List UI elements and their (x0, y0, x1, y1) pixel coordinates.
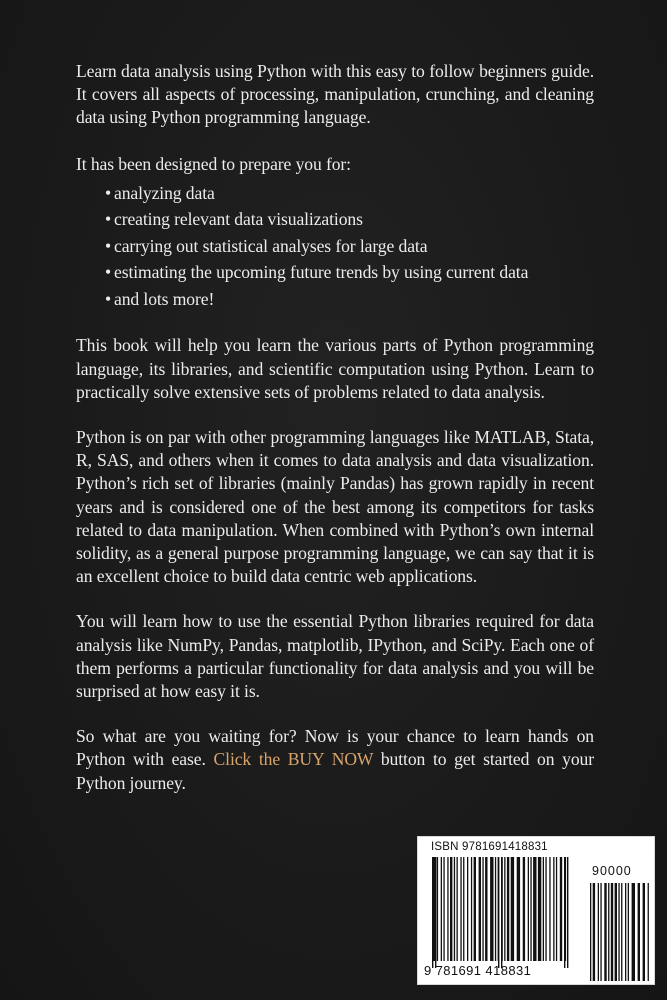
barcode-bar (628, 883, 629, 981)
barcode-bar (545, 857, 546, 961)
barcode-bar (528, 857, 529, 961)
libraries-paragraph: You will learn how to use the essential Python libraries required for data analysis like NumPy, Pandas, matplotlib, IPython, and SciPy. Each one of them performs a particular functionality for data analysis and you will be surprised at how easy it is. (76, 611, 594, 701)
barcode-bar (538, 857, 541, 961)
barcode-bar (437, 857, 438, 961)
barcode-bar (549, 857, 550, 961)
barcode-bar (485, 857, 487, 961)
barcode-guard-bar (501, 857, 502, 968)
barcode-bar (447, 857, 448, 961)
intro-paragraph: Learn data analysis using Python with this easy to follow beginners guide. It covers all aspects of processing, manipulation, crunching, and cleaning data using Python programming language. (76, 61, 594, 128)
barcode-bar (625, 883, 626, 981)
barcode-bar (467, 857, 468, 961)
barcode-bar (590, 883, 591, 981)
barcode-bar (482, 857, 483, 961)
barcode-bar (504, 857, 505, 961)
barcode-bar (454, 857, 455, 961)
barcode-bar (608, 883, 609, 981)
barcode-guard-bar (564, 857, 565, 968)
barcode-bar (490, 857, 493, 961)
barcode-bar (632, 883, 635, 981)
barcode-bar (523, 857, 525, 961)
list-item: • creating relevant data visualizations (105, 206, 594, 233)
barcode-guard-bar (432, 857, 433, 968)
price-code: 90000 (592, 864, 632, 878)
barcode-bar (450, 857, 452, 961)
barcode-bar (543, 857, 544, 961)
blurb-text (76, 60, 594, 795)
barcode-bar (593, 883, 595, 981)
barcode-bar (643, 883, 645, 981)
barcode-bar (615, 883, 617, 981)
barcode-bar (560, 857, 562, 961)
barcode-bar (443, 857, 444, 961)
designed-for-heading: It has been designed to prepare you for: (76, 153, 351, 174)
barcode-guard-bar (567, 857, 568, 968)
barcode-bar (556, 857, 557, 961)
barcode-bar (471, 857, 472, 961)
barcode-bar (463, 857, 464, 961)
feature-list (105, 180, 594, 313)
barcode-bar (648, 883, 649, 981)
isbn-label: ISBN 9781691418831 (431, 841, 548, 853)
barcode-bar (621, 883, 622, 981)
barcode-bar (533, 857, 536, 961)
closing-text: So what are you waiting for? Now is your chance to learn hands on Python with ease. (76, 726, 594, 770)
closing-text-end: button to get started on your Python journey. (76, 749, 594, 793)
barcode-bar (457, 857, 458, 961)
comparison-paragraph: Python is on par with other programming languages like MATLAB, Stata, R, SAS, and others when it comes to data analysis and data visualization. Python’s rich set of libraries (mainly Pandas) has grown rapidly in recent years and is considered one of the best among its competitors for tasks related to data manipulation. When combined with Python’s own internal solidity, as a general purpose programming language, we can say that it is an excellent choice to build data centric web applications. (76, 426, 594, 587)
barcode-bar (474, 857, 476, 961)
barcode-bar (618, 883, 619, 981)
barcode-bar (479, 857, 481, 961)
barcode-bar (600, 883, 601, 981)
list-item: • analyzing data (105, 180, 594, 207)
list-item: • and lots more! (105, 286, 594, 313)
buy-now-callout: Click the BUY NOW (213, 749, 374, 770)
barcode-guard-bar (435, 857, 436, 968)
barcode-bar (517, 857, 520, 961)
barcode-bar (507, 857, 509, 961)
barcode-bar (611, 883, 613, 981)
barcode-bar (511, 857, 514, 961)
barcode-bar (530, 857, 531, 961)
barcode-bar (495, 857, 496, 961)
ean-digits: 9 781691 418831 (424, 963, 532, 978)
list-item: • estimating the upcoming future trends by using current data (105, 259, 594, 286)
closing-paragraph (76, 725, 594, 795)
barcode-bar (598, 883, 599, 981)
isbn-barcode (417, 836, 655, 985)
help-paragraph: This book will help you learn the various parts of Python programming language, its libraries, and scientific computation using Python. Learn to practically solve extensive sets of problems related to data analysis. (76, 335, 594, 402)
barcode-bar (604, 883, 606, 981)
barcode-bar (441, 857, 442, 961)
barcode-bar (553, 857, 554, 961)
barcode-bar (460, 857, 461, 961)
barcode-bar (638, 883, 640, 981)
barcode-guard-bar (498, 857, 499, 968)
list-item: • carrying out statistical analyses for large data (105, 233, 594, 260)
